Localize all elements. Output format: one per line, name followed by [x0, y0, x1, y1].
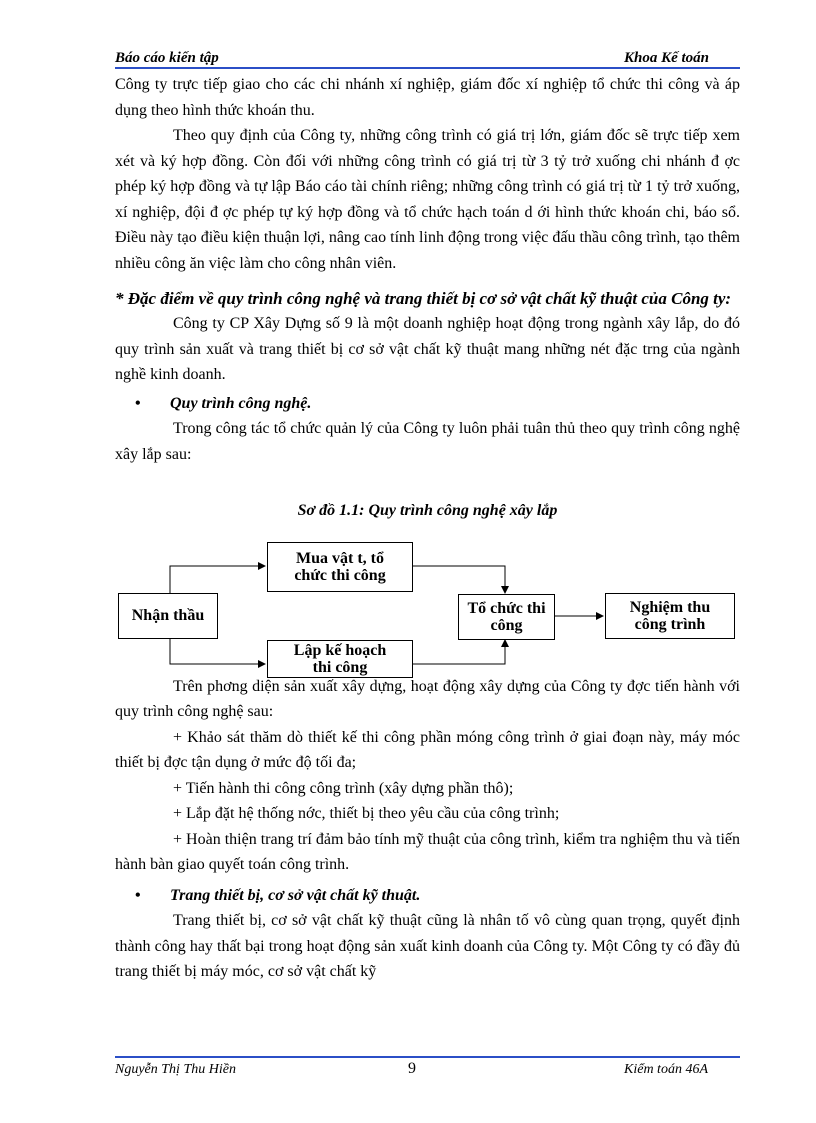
- paragraph: Trang thiết bị, cơ sở vật chất kỹ thuật cũng là nhân tố vô cùng quan trọng, quyết định thành công hay thất bại trong hoạt động sản xuất kinh doanh của Công ty. Một Công ty có đầy đủ trang thiết bị máy móc, cơ sở vật chất kỹ: [115, 912, 740, 980]
- diagram-title: Sơ đồ 1.1: Quy trình công nghệ xây lắp: [297, 502, 558, 519]
- header-left: Báo cáo kiến tập: [115, 50, 219, 66]
- node-nhan-thau: [118, 593, 218, 639]
- bullet-heading: [115, 391, 740, 417]
- bullet-text: Trang thiết bị, cơ sở vật chất kỹ thuật.: [170, 886, 421, 904]
- node-label: công: [490, 616, 523, 634]
- node-label: Tổ chức thi: [467, 599, 546, 617]
- process-step: + Lắp đặt hệ thống nớc, thiết bị theo yêu cầu của công trình;: [173, 805, 560, 822]
- node-label: Nghiệm thu: [629, 598, 711, 616]
- page-number: 9: [408, 1060, 416, 1077]
- arrow-to-lap-ke-hoach: [170, 639, 265, 664]
- node-label: Mua vật t, tổ: [296, 549, 384, 567]
- header-right: Khoa Kế toán: [624, 50, 710, 66]
- node-label: Lập kế hoạch: [293, 641, 387, 659]
- paragraph: Công ty CP Xây Dựng số 9 là một doanh nghiệp hoạt động trong ngành xây lắp, do đó quy trình sản xuất và trang thiết bị cơ sở vật chất kỹ thuật mang những nét đặc trng của ngành nghề kinh doanh.: [115, 315, 740, 383]
- footer-class: Kiểm toán 46A: [624, 1062, 708, 1077]
- arrow-to-mua-vat-tu: [170, 566, 265, 593]
- arrow-from-lap-ke-hoach: [413, 640, 505, 664]
- node-label: chức thi công: [294, 566, 386, 584]
- section-heading: * Đặc điểm về quy trình công nghệ và trang thiết bị cơ sở vật chất kỹ thuật của Công ty:: [115, 289, 732, 308]
- process-step: + Tiến hành thi công công trình (xây dựng phần thô);: [173, 779, 514, 797]
- node-to-chuc-thi-cong: [458, 594, 555, 640]
- header-rule: [115, 67, 740, 69]
- bullet-text: Quy trình công nghệ.: [170, 394, 312, 412]
- process-diagram: [115, 536, 740, 678]
- paragraph: Trên phơng diện sản xuất xây dựng, hoạt động xây dựng của Công ty đợc tiến hành với quy trình công nghệ sau:: [115, 677, 740, 720]
- node-mua-vat-tu: [267, 542, 413, 592]
- arrow-from-mua-vat-tu: [413, 566, 505, 593]
- paragraph: Theo quy định của Công ty, những công trình có giá trị lớn, giám đốc sẽ trực tiếp xem xét và ký hợp đồng. Còn đối với những công trình có giá trị từ 3 tỷ trở xuống chi nhánh đ ợc phép ký hợp đồng và tự lập Báo cáo tài chính riêng; những công trình có giá trị từ 1 tỷ trở xuống, xí nghiệp, đội đ ợc phép tự ký hợp đồng và tổ chức hạch toán d ới hình thức khoán chi, báo sổ. Điều này tạo điều kiện thuận lợi, nâng cao tính linh động trong việc đấu thầu công trình, tạo thêm nhiều công ăn việc làm cho công nhân viên.: [115, 127, 740, 272]
- bullet-heading: [115, 883, 740, 909]
- bullet-icon: •: [135, 886, 141, 904]
- process-step: + Khảo sát thăm dò thiết kế thi công phần móng công trình ở giai đoạn này, máy móc thiết bị đợc tận dụng ở mức độ tối đa;: [115, 728, 740, 771]
- process-step: + Hoàn thiện trang trí đảm bảo tính mỹ thuật của công trình, kiểm tra nghiệm thu và tiến hành bàn giao quyết toán công trình.: [115, 830, 740, 873]
- paragraph: Công ty trực tiếp giao cho các chi nhánh xí nghiệp, giám đốc xí nghiệp tổ chức thi công và áp dụng theo hình thức khoán thu.: [115, 76, 740, 119]
- footer-author: Nguyễn Thị Thu Hiền: [115, 1062, 236, 1077]
- node-nghiem-thu: [605, 593, 735, 639]
- node-label: công trình: [634, 615, 706, 633]
- bullet-icon: •: [135, 394, 141, 412]
- node-label: Nhận thầu: [131, 607, 205, 624]
- footer-rule: [115, 1056, 740, 1058]
- page-content: [115, 72, 740, 985]
- node-lap-ke-hoach: [267, 640, 413, 678]
- node-label: thi công: [312, 658, 368, 676]
- paragraph: Trong công tác tổ chức quản lý của Công ty luôn phải tuân thủ theo quy trình công nghệ xây lắp sau:: [115, 420, 740, 463]
